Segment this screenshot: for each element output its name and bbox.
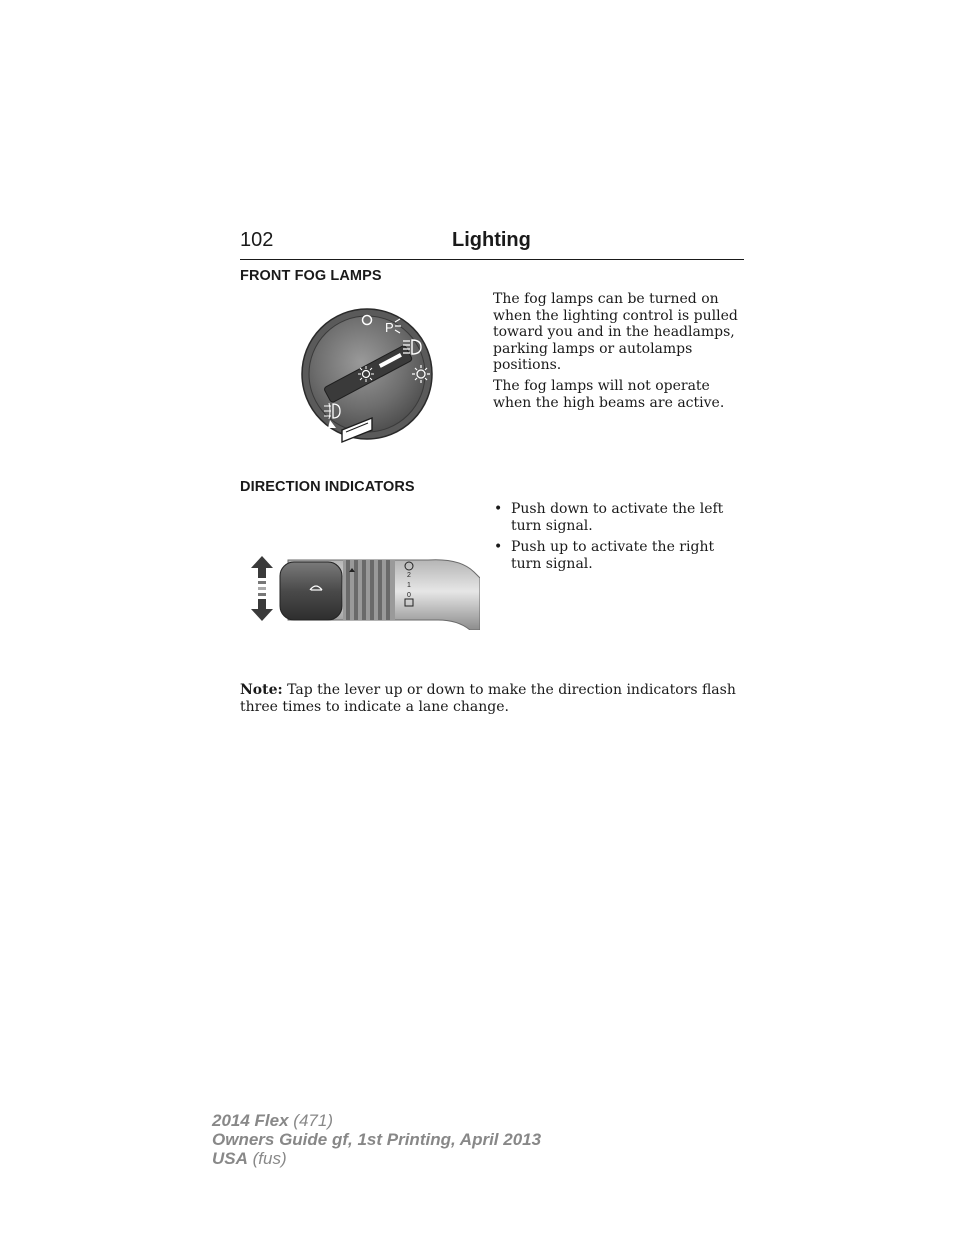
lever-collar [343,560,395,620]
header-rule [240,259,744,260]
list-item [493,501,748,534]
lever-scale-1: 1 [407,582,411,589]
fog-lamps-paragraph-1: The fog lamps can be turned on when the lighting control is pulled toward you and in the headlamps, parking lamps or autolamps positions. [493,291,738,373]
direction-indicators-heading: DIRECTION INDICATORS [240,479,415,495]
footer-line-1 [212,1111,541,1130]
section-title: Lighting [452,229,531,251]
footer-guide: Owners Guide gf, 1st Printing, April 2013 [212,1130,542,1149]
footer-line-2 [212,1130,541,1149]
note-label: Note: [240,682,283,698]
bullet-text-right-turn: Push up to activate the right turn signal. [511,539,715,572]
bullet-icon: • [494,501,503,517]
lever-scale-0: 0 [407,592,411,599]
bullet-icon: • [494,539,503,555]
headlamp-control-dial-illustration [300,308,436,444]
footer [212,1111,541,1168]
lever-scale-2: 2 [407,572,411,579]
page-number: 102 [240,229,274,251]
footer-model: 2014 Flex [212,1111,289,1130]
note-paragraph [240,682,740,715]
lever-end-cap [280,562,342,620]
footer-market-code: (fus) [252,1149,287,1168]
bullet-text-left-turn: Push down to activate the left turn signal. [511,501,724,534]
footer-market: USA [212,1149,248,1168]
up-down-arrow-icon [251,556,273,621]
list-item [493,539,748,572]
footer-line-3 [212,1149,541,1168]
fog-lamps-paragraph-2: The fog lamps will not operate when the high beams are active. [493,378,725,411]
turn-signal-lever-illustration [248,554,480,630]
footer-model-code: (471) [293,1111,333,1130]
note-text: Tap the lever up or down to make the direction indicators flash three times to indicate a lane change. [240,682,736,715]
fog-lamps-heading: FRONT FOG LAMPS [240,268,382,284]
parking-lamp-icon: P [385,320,394,335]
direction-indicators-list [493,501,748,577]
